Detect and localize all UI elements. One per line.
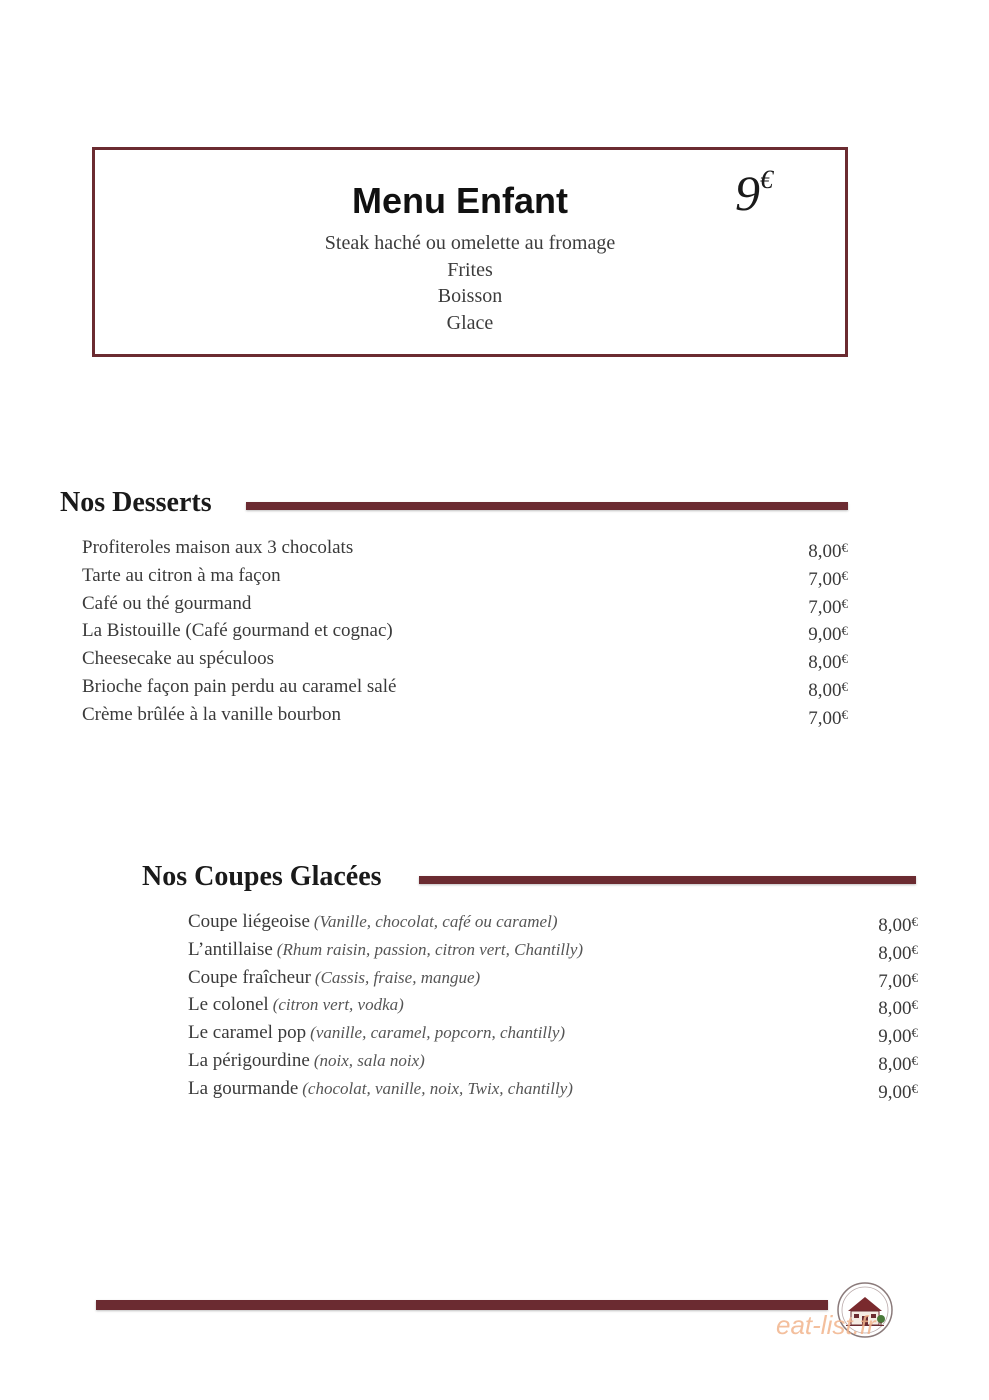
- coupe-description: (chocolat, vanille, noix, Twix, chantilly): [302, 1078, 573, 1098]
- kids-menu-item: Steak haché ou omelette au fromage: [324, 232, 616, 254]
- coupe-description: (noix, sala noix): [313, 1050, 425, 1070]
- coupes-list: [188, 908, 918, 1103]
- dessert-item: [82, 534, 848, 562]
- coupe-item: [188, 908, 918, 936]
- dessert-currency: €: [841, 540, 848, 555]
- kids-menu-item: Frites: [447, 258, 493, 281]
- dessert-currency: €: [841, 706, 848, 722]
- coupe-price-value: 7,00: [878, 970, 912, 992]
- kids-menu-price-value: 9: [735, 165, 760, 221]
- dessert-price-value: 7,00: [808, 568, 842, 590]
- kids-menu-currency: €: [760, 165, 773, 194]
- dessert-currency: €: [841, 595, 848, 611]
- coupe-description: (Rhum raisin, passion, citron vert, Chantilly): [276, 939, 584, 959]
- coupe-item: [188, 1019, 918, 1047]
- coupe-description: (citron vert, vodka): [272, 995, 404, 1015]
- coupe-description: (vanille, caramel, popcorn, chantilly): [310, 1023, 566, 1043]
- dessert-price-value: 8,00: [808, 652, 842, 674]
- coupe-price-value: 8,00: [878, 1053, 912, 1075]
- coupe-price-value: 8,00: [878, 942, 912, 964]
- coupe-currency: €: [911, 1025, 918, 1041]
- desserts-divider: [246, 502, 848, 510]
- coupe-price-value: 8,00: [878, 915, 912, 936]
- coupe-description: (Vanille, chocolat, café ou caramel): [313, 912, 558, 931]
- dessert-name: Crème brûlée à la vanille bourbon: [82, 703, 342, 725]
- desserts-title: Nos Desserts: [60, 487, 212, 518]
- coupe-currency: €: [911, 1080, 918, 1096]
- coupe-name: Coupe liégeoise: [188, 911, 310, 932]
- coupe-name: Le caramel pop: [188, 1022, 307, 1044]
- coupe-name: L’antillaise: [188, 938, 273, 960]
- dessert-name: Cheesecake au spéculoos: [82, 648, 275, 670]
- kids-menu-item: Glace: [446, 311, 494, 334]
- dessert-currency: €: [841, 678, 848, 694]
- dessert-price-value: 7,00: [808, 596, 842, 618]
- dessert-currency: €: [841, 651, 848, 667]
- dessert-price-value: 7,00: [808, 707, 842, 729]
- dessert-name: Café ou thé gourmand: [82, 592, 252, 614]
- kids-menu-item: Boisson: [437, 285, 503, 307]
- dessert-price-value: 9,00: [808, 624, 842, 646]
- dessert-name: Profiteroles maison aux 3 chocolats: [82, 537, 354, 558]
- coupe-currency: €: [911, 941, 918, 957]
- desserts-list: [82, 534, 848, 729]
- dessert-item: [82, 673, 848, 701]
- coupe-description: (Cassis, fraise, mangue): [314, 967, 481, 987]
- coupe-item: [188, 936, 918, 964]
- coupes-title: Nos Coupes Glacées: [142, 861, 382, 892]
- kids-menu-price: [735, 164, 773, 222]
- kids-menu-title: Menu Enfant: [352, 180, 568, 221]
- kids-menu-items: [95, 230, 845, 336]
- coupe-price-value: 8,00: [878, 998, 912, 1020]
- dessert-currency: €: [841, 623, 848, 639]
- dessert-price: [808, 701, 848, 733]
- coupe-item: [188, 964, 918, 992]
- dessert-currency: €: [841, 567, 848, 583]
- coupe-item: [188, 991, 918, 1019]
- dessert-item: [82, 617, 848, 645]
- coupe-item: [188, 1047, 918, 1075]
- coupes-divider: [419, 876, 916, 884]
- coupe-name: Coupe fraîcheur: [188, 966, 311, 988]
- kids-menu-box: [92, 147, 848, 357]
- footer-divider: [96, 1300, 828, 1310]
- coupe-currency: €: [911, 1052, 918, 1068]
- dessert-price-value: 8,00: [808, 541, 842, 562]
- coupe-currency: €: [911, 914, 918, 929]
- dessert-name: Brioche façon pain perdu au caramel salé: [82, 675, 397, 697]
- coupe-currency: €: [911, 997, 918, 1013]
- dessert-name: La Bistouille (Café gourmand et cognac): [82, 620, 393, 642]
- watermark-text: eat-list.fr: [776, 1310, 876, 1340]
- dessert-item: [82, 562, 848, 590]
- dessert-item: [82, 645, 848, 673]
- coupe-price-value: 9,00: [878, 1026, 912, 1048]
- dessert-price-value: 8,00: [808, 679, 842, 701]
- coupe-name: Le colonel: [188, 994, 269, 1016]
- dessert-name: Tarte au citron à ma façon: [82, 564, 281, 586]
- dessert-item: [82, 590, 848, 618]
- coupe-item: [188, 1075, 918, 1103]
- coupe-name: La gourmande: [188, 1077, 299, 1099]
- coupe-currency: €: [911, 969, 918, 985]
- coupe-name: La périgourdine: [188, 1049, 310, 1071]
- dessert-item: [82, 701, 848, 729]
- coupe-price-value: 9,00: [878, 1081, 912, 1103]
- coupe-price: [878, 1075, 918, 1107]
